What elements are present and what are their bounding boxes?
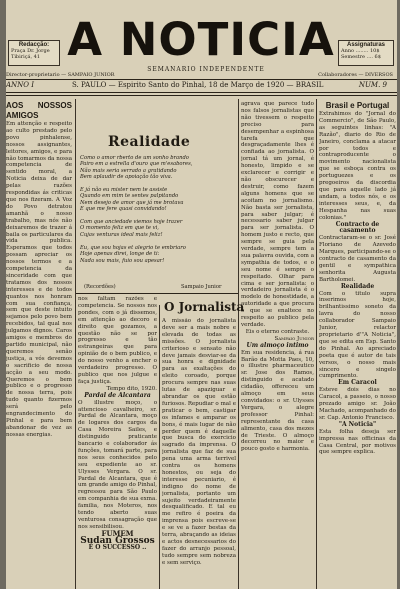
info-rule-2: [6, 95, 397, 96]
poem-line: E já não eu mister nem te assiste: [80, 187, 168, 194]
realidade-poem: [80, 155, 235, 264]
redaccao-line: Praça Dr. Jorge: [11, 48, 50, 54]
poem-line: Não mais seria serrado a gratidando: [80, 167, 177, 174]
year-label: ANNO I: [6, 81, 35, 89]
poem-line: Bem aplaudir de apoiação tão viva.: [80, 174, 173, 181]
jornalista-text: A missão do jornalista deve ser a mais nobre e elevada de todas as missões. O jornalista criterioso e sensato não deve jamais desviar-se da sua honra e dignidade para as exaltações do eleito coroado, porque procura sempre nas suas lutas de apaziguar e abrandar os que estão furiosos. Repudiar o mal e praticar o bem, castigar os infames e amparar os bons, é mais lugar de não perder quem é daquelle que busca do exercicio sagrado da imprensa. O jornalista que faz de sua pena uma arma terrivel contra os homens honestos, ou seja do interesse pecuniario, é indigno do nome de jornalista, portanto um sujeito verdadeiramente desqualificado. E tal eu me refiro é poeira da imprensa pois escreve-se e se ve a fazer bestas da terra, abraçando as ideias e actos desnecessarios do fazer do arranjo pessoal, tudo sempre sem nobreza e sem serviço.: [162, 318, 236, 566]
redaccao-line: Tibiriçá, 41: [11, 54, 41, 60]
almoco-heading: Um almoço intimo: [246, 341, 309, 349]
masthead-title: A NOTICIA: [67, 13, 335, 66]
almoco-text: Em sua residencia, á rua Barão da Motta Paes, 10, o illustre pharmaceutico sr. Jose dos Ramos, distinguido e acatado cidadão, offereceu um almoço em seus convidados: o sr. Ulysses Vergara, o alegre professor Pinhal: representante da casa alimento, casa dos mezes de Trieste. O almoço decorreu no maior e pouco gosto e harmonia.: [241, 349, 314, 453]
redaccao-box: [8, 40, 60, 66]
realidade-rule: [76, 293, 238, 294]
poem-line: Quando em mim te sentes palpitando: [80, 193, 179, 200]
realidade-note-text: Com o titulo supra inserimos hoje, brilhantissimo soneto da lavra do nosso collaborador Sampaio Junior, relactor proprietario d'"A Noticia", que se edita em Esp. Santo do Pinhal. Ao apreciado poeta que é autor de tais versos, o nosso mais sincero e singelo cumprimento.: [319, 290, 396, 380]
poem-line: Pairo em a estrella d'ouro que m'esabores,: [80, 161, 193, 168]
brasil-portugal-title: Brasil e Portugal: [325, 101, 390, 110]
poem-line: Nada sou mais, fuio sou apesar!: [80, 257, 165, 264]
brasil-portugal-text: Extrahimos do "Jornal do Commercio", de São Paulo, as seguintes linhas: "A Razão", diario do Rio de Janeiro, conclama a atacar por todos e contraproducente o movimento nacionalista que se esboça contra os portuguezes e os pregoeiros da discordia que para aquelle lado já andam, a todos nós, e os interesses seus, e, da Hespanha nas suas colonias.": [319, 111, 396, 221]
assinaturas-line: Semestre .... 6$: [341, 54, 381, 60]
sudan-ad-sub: É O SUCCESSO ..: [88, 543, 147, 551]
poem-line: Cujas venturas ideal mais feliz!: [80, 231, 163, 238]
column-1-text: Em attenção e respeito ao culto prestado pelo povo pinhalense, nossos assignantes, leitores, amigos, e para não tomarmos da nossa competencia de sentido moral, a Noticia deixa de dar pelas razões respondidas ás criticas que nos fizeram. A Voz do Povo detratou amanhã o nosso trabalho, mas nós não deixaremos de trazer á baila os particulares da vida publica. Esperamos que todos possam apreciar os nossos termos e a competencia da sinceridade com que tratamos dos nossos interesses e de todos quantos nos honram com sua confiança, sem que deste intuito sejamos pelo povo bem recebidos, tal qual nos julgamos dignos. Caros amigos e membros do partido municipal, não queremos senão justiça, a vós devemos o sacrificio de nossa acção a seu modo. Queremos o bem publico e o progresso de nossa terra, pois tudo quanto fizermos será pelo engrandecimento do Pinhal e para bem abandonar de vez as nossas energias.: [6, 121, 72, 438]
column-4-text: agrava que parece tudo nos falsos jornalistas que não tivessem o respeito preciso para desempenhar a espinhosa tarefa que desgraçadamente lhes é confiada ao jornalista. O jornal tá um jornal, é honesto, limpido e se exclarecer e corrigir e não obscurecer e destruir, como fazem alguns homens que se acoitam no jornalismo. Não basta ser jornalista, para saber julgar; é necessario saber julgar para ser jornalista. O homem justo e recto, que sempre se guia pela verdade, sempre tem a sua palavra ouvida, com a sympathia de todos, e o seu nome é sempre o respeitado. Olhar para cima e ser jornalista: o verdadeiro jornalista é o modelo de honestidade, a autoridade a que procura e que se enaltece no respeito ao publico pela verdade.: [241, 101, 314, 328]
jornalista-column: [162, 318, 236, 589]
column-2-date: Tempo dito, 1920.: [106, 385, 157, 392]
fumem-label: FUMEM: [101, 528, 134, 538]
noticia-note-text: Esta folha deseja ser impressa nas officinas da Casa Central, por motivos que sempre explica.: [319, 428, 396, 456]
realidade-title: Realidade: [108, 134, 191, 150]
jornalista-title: O Jornalista: [164, 300, 245, 314]
info-rule: [6, 92, 397, 93]
realidade-author: (Recordões): [84, 284, 116, 290]
poem-line: Como o amor rberto de um sonho brando: [80, 155, 189, 161]
column-4-close: Eis o eterno contraste.: [245, 328, 310, 335]
caracol-heading: Em Caracol: [338, 379, 377, 387]
column-2-lower: [78, 296, 157, 589]
realidade-signature: Sampaio Junior: [181, 284, 222, 290]
poem-line: E que me fere quasi convidando!: [80, 206, 167, 213]
realidade-note-heading: Realidade: [340, 282, 375, 290]
column-5: [319, 101, 396, 589]
column-1-heading: AOS NOSSOS AMIGOS: [6, 101, 72, 120]
column-2-text: nos faltam razões e competencia. Se nossos nos pondes, com o já dissemos, em attenção ao decoro e direito que gozamos, a questão não se por progresso e tão estrangeiras que para opinião de o bem publico, e do nosso venho a encher o verdadeiro progresso. O publico que nos julgue e faça justiça.: [78, 296, 157, 385]
assinaturas-title: Assignaturas: [346, 42, 385, 48]
newspaper-page: [6, 0, 397, 589]
issue-number: NUM. 9: [358, 81, 387, 89]
poem-line: Nem desejo de amor que já me brotava: [80, 199, 184, 206]
column-4-signature: Sampaio Junior: [274, 335, 314, 342]
assinaturas-line: Anno ........ 10$: [341, 48, 380, 54]
caracol-text: Esteve dois dias no Caracol, a passeio, o nosso prezado amigo sr. João Machado, acompanhado do sr. Cap. Antonio Francisco.: [319, 387, 396, 421]
assinaturas-box: [338, 40, 394, 66]
column-divider: [75, 99, 76, 589]
sudan-ad: Sudan Grossos: [80, 535, 155, 546]
contracto-text: Contractaram-se o sr. José Floriano de Azevedo Marques, participando-se o contracto de casamento da gentil e sympathica senhorita Augusta Bartholomei.: [319, 235, 396, 283]
column-1: [6, 101, 72, 587]
place-date: S. PAULO — Espirito Santo do Pinhal, 18 de Março de 1920 — BRASIL: [72, 81, 324, 89]
pardal-heading: Pardal de Alcantara: [84, 391, 151, 399]
poem-line: O momento feliz em que te vi,: [80, 225, 159, 232]
column-divider: [238, 99, 239, 589]
noticia-note-heading: "A Noticia": [338, 420, 377, 428]
poem-line: Hoje apenas direi, longe de ti:: [80, 251, 160, 258]
contracto-heading: Contracto de casamento: [335, 220, 380, 235]
column-4: [241, 101, 314, 589]
redaccao-title: Redacção:: [18, 42, 50, 48]
column-divider: [316, 99, 317, 589]
top-rule: [6, 79, 397, 80]
masthead-subtitle: SEMANARIO INDEPENDENTE: [147, 66, 265, 73]
pardal-text: O illustre moço, o attencioso cavalheiro, sr. Pardal de Alcantara, moço de logares dos cargos da Casa Moreira Sailes, e distinguido praticante bancario e colaborador ás funções, tomará parte, para nos seus conhecidos pelo seu expediente ao sr. Ulysses Vergara. O sr. Pardal de Alcantara, que é um grande amigo do Pinhal, regressou para São Paulo em companhia de sua exma. familia, nos Moteros, nos tendo aberto suas venturosa consagração que nos sensibilisou.: [78, 399, 157, 530]
owner-credit: Director-proprietario — SAMPAIO JUNIOR: [6, 72, 115, 78]
poem-line: Eu, que sou hojas et alegrio te embriaro: [80, 244, 186, 251]
collab-credit: Collaboradores — DIVERSOS: [318, 72, 393, 78]
column-divider: [159, 305, 160, 589]
poem-line: Com que anciedade viemos hoje trazer: [80, 219, 183, 226]
